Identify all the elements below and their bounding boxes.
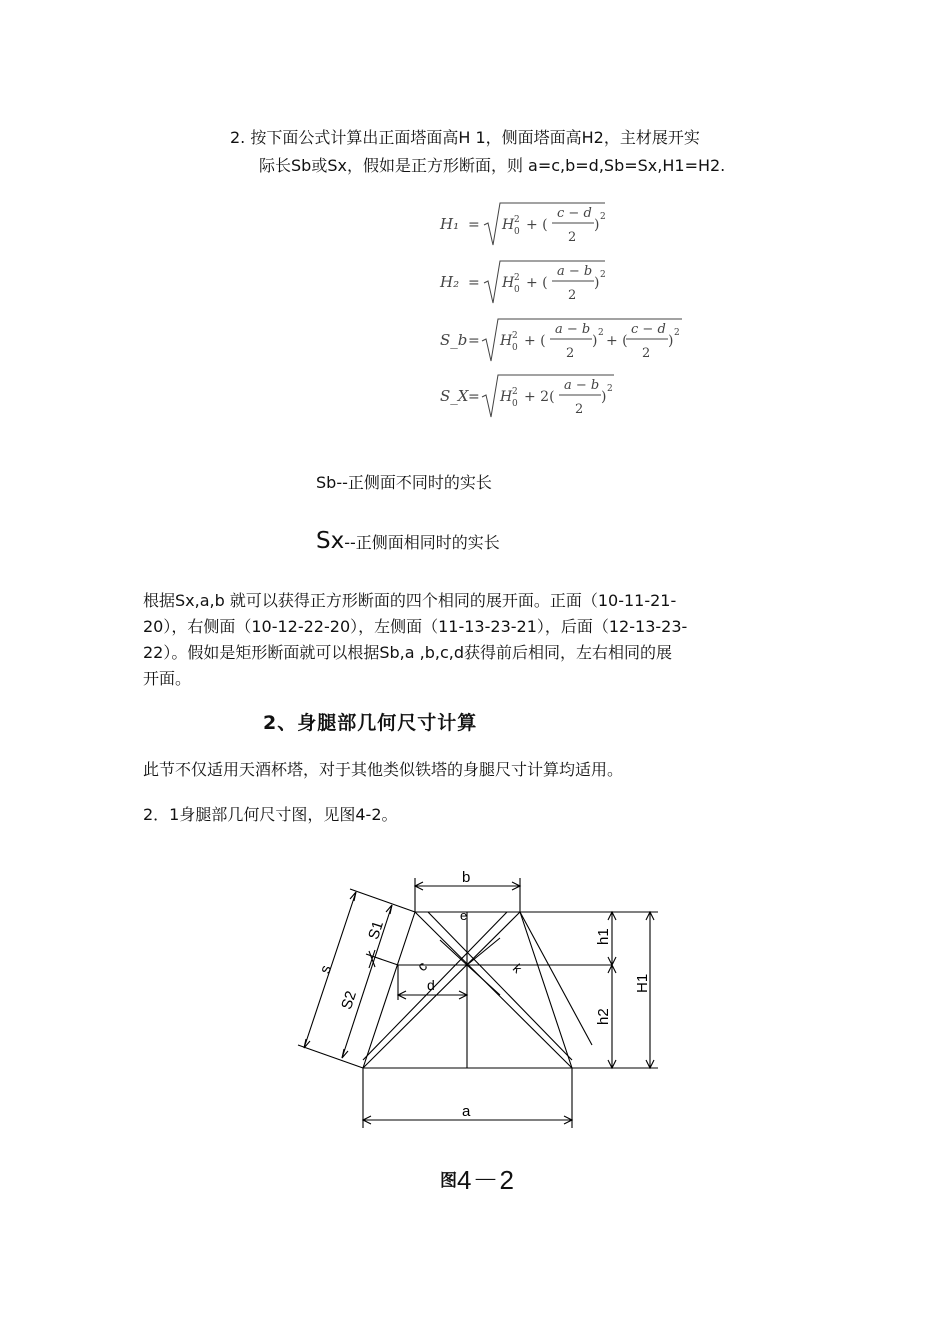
svg-text:2: 2 [568, 288, 577, 303]
trapezoid-right-edge [520, 912, 572, 1068]
item-2-1: 2．1身腿部几何尺寸图，见图4-2。 [143, 805, 398, 824]
svg-text:): ) [592, 333, 598, 349]
svg-text:): ) [594, 217, 600, 233]
svg-text:2: 2 [566, 346, 575, 361]
leg-geometry-diagram [290, 860, 670, 1140]
item-2-line-1: 2. 按下面公式计算出正面塔面高H 1，侧面塔面高H2，主材展开实 [230, 128, 700, 147]
svg-text:): ) [668, 333, 674, 349]
svg-text:2: 2 [642, 346, 651, 361]
label-a: a [462, 1103, 471, 1120]
label-h1: h1 [595, 928, 612, 945]
label-c: c [413, 957, 431, 975]
svg-text:2: 2 [607, 384, 613, 394]
formula-sb [440, 319, 682, 361]
svg-text:2: 2 [600, 270, 606, 280]
svg-text:=: = [468, 217, 480, 233]
svg-text:=: = [468, 389, 480, 405]
svg-text:0: 0 [514, 227, 520, 237]
paragraph-1-line-4: 开面。 [143, 669, 192, 688]
svg-text:+ 2(: + 2( [524, 389, 555, 405]
paragraph-1 [143, 588, 823, 692]
svg-text:2: 2 [575, 402, 584, 417]
svg-text:2: 2 [512, 387, 518, 397]
svg-text:+ (: + ( [524, 333, 546, 349]
formula-sb-lhs: S_b [440, 331, 468, 349]
label-e: e [460, 908, 468, 923]
label-s: s [316, 963, 335, 976]
svg-text:a − b: a − b [564, 378, 600, 393]
svg-text:): ) [601, 389, 607, 405]
label-H1: H1 [634, 973, 651, 993]
formula-h2-lhs: H₂ [440, 273, 460, 291]
svg-text:2: 2 [568, 230, 577, 245]
label-b: b [462, 869, 471, 886]
svg-text:0: 0 [512, 399, 518, 409]
diagonal-1 [415, 912, 572, 1068]
svg-text:2: 2 [514, 273, 520, 283]
note-sx [316, 528, 500, 554]
section-heading: 2、身腿部几何尺寸计算 [263, 712, 478, 734]
svg-text:+ (: + ( [606, 333, 628, 349]
figure-caption [440, 1160, 515, 1197]
svg-text:+ (: + ( [526, 217, 548, 233]
svg-text:): ) [594, 275, 600, 291]
label-h2: h2 [595, 1008, 612, 1025]
diagonal-2 [363, 912, 520, 1068]
label-s1: S1 [365, 918, 387, 942]
label-s2: S2 [338, 988, 360, 1012]
svg-text:2: 2 [512, 331, 518, 341]
svg-text:H: H [500, 389, 513, 405]
svg-text:0: 0 [512, 343, 518, 353]
figure-caption-number: 4－2 [457, 1165, 515, 1195]
item-2-line-2: 际长Sb或Sx，假如是正方形断面，则 a=c,b=d,Sb=Sx,H1=H2. [259, 156, 726, 175]
formula-h1-lhs: H₁ [440, 215, 460, 233]
paragraph-1-line-2: 20），右侧面（10-12-22-20），左侧面（11-13-23-21），后面（12-13-23- [143, 617, 688, 636]
label-d: d [427, 977, 435, 993]
formula-sx-lhs: S_X [440, 387, 469, 405]
paragraph-1-line-3: 22）。假如是矩形断面就可以根据Sb,a ,b,c,d获得前后相同，左右相同的展 [143, 643, 673, 662]
formula-h2 [439, 261, 606, 303]
svg-text:=: = [468, 275, 480, 291]
svg-text:0: 0 [514, 285, 520, 295]
svg-text:+ (: + ( [526, 275, 548, 291]
paragraph-2: 此节不仅适用天酒杯塔，对于其他类似铁塔的身腿尺寸计算均适用。 [143, 760, 624, 779]
formula-sx [440, 375, 614, 417]
svg-text:2: 2 [674, 328, 680, 338]
svg-text:c − d: c − d [631, 322, 666, 337]
svg-text:H: H [502, 275, 515, 291]
figure-caption-prefix: 图 [440, 1171, 457, 1191]
svg-text:=: = [468, 333, 480, 349]
paragraph-1-line-1: 根据Sx,a,b 就可以获得正方形断面的四个相同的展开面。正面（10-11-21- [143, 591, 677, 610]
formula-h1 [439, 203, 606, 245]
svg-text:H: H [500, 333, 513, 349]
formula-block [430, 195, 700, 430]
svg-text:a − b: a − b [555, 322, 591, 337]
svg-text:2: 2 [600, 212, 606, 222]
svg-text:2: 2 [598, 328, 604, 338]
svg-text:2: 2 [514, 215, 520, 225]
note-sb: Sb--正侧面不同时的实长 [316, 473, 492, 492]
svg-text:a − b: a − b [557, 264, 593, 279]
svg-text:H: H [502, 217, 515, 233]
note-sx-text: --正侧面相同时的实长 [344, 533, 500, 552]
label-k: k [509, 960, 526, 977]
note-sx-symbol: Sx [316, 528, 345, 554]
svg-text:c − d: c − d [557, 206, 592, 221]
